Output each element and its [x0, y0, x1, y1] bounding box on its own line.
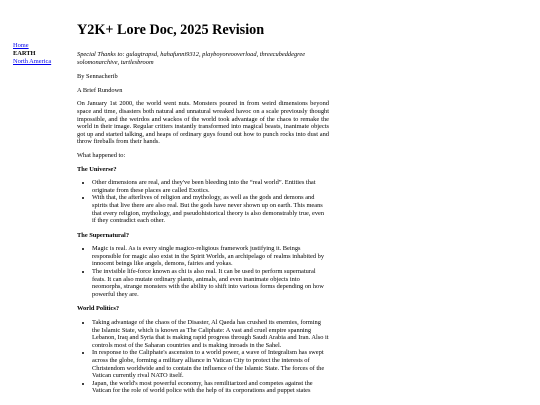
- list-item: • The invisible life-force known as chi is also real. It can be used to perform supernatural feats. It can also mutate ordinary plants, animals, and even inanimate objects into neomorphs, strange monsters with the ability to shift into various forms depending on how powerful they are.: [92, 268, 329, 298]
- bullet-list: [77, 319, 329, 395]
- intro-paragraph: On January 1st 2000, the world went nuts. Monsters poured in from weird dimensions beyond space and time, disasters both natural and unnatural wreaked havoc on a scale previously thought impossible, and the weirdos and wackos of the world took advantage of the chaos to remake the world in their image. Regular critters instantly transformed into magical beasts, inanimate objects got up and started talking, and heaps of ordinary guys found out how to punch rocks into dust and throw fireballs from their hands.: [77, 100, 329, 146]
- main-content: [77, 22, 329, 402]
- section-heading: The Universe?: [77, 165, 117, 173]
- list-item: • Other dimensions are real, and they've been bleeding into the “real world”. Entities that originate from these places are called Exotics.: [92, 179, 329, 194]
- special-thanks: Special Thanks to: gulagtrapsd, hahafunni9312, playboyoreooverload, threecubeddegree solomonarchive, turtlesbroom: [77, 51, 306, 66]
- side-navigation: [13, 42, 73, 66]
- page-title: Y2K+ Lore Doc, 2025 Revision: [77, 22, 265, 38]
- bullet-list: [77, 179, 329, 225]
- what-happened-label: What happened to:: [77, 151, 126, 159]
- brief-rundown-label: A Brief Rundown: [77, 86, 123, 94]
- nav-current-earth: EARTH: [13, 50, 36, 58]
- section-world-politics: [77, 305, 329, 395]
- section-heading: The Supernatural?: [77, 231, 130, 239]
- bullet-list: [77, 245, 329, 298]
- nav-link-home[interactable]: Home: [13, 42, 29, 49]
- list-item: • In response to the Caliphate's ascension to a world power, a wave of Integralism has swept across the globe, forming a military alliance in Vatican City to protect the interests of Christendom worldwide and to contain the influence of the Islamic State. The forces of the Vatican currently rival NATO itself.: [92, 349, 329, 379]
- list-item: • Taking advantage of the chaos of the Disaster, Al Qaeda has crushed its enemies, forming the Islamic State, which is known as The Caliphate: A vast and cruel empire spanning Lebanon, Iraq and Syria that is making rapid progress through Saudi Arabia and Iran. Also it controls most of the Saharan countries and is making inroads in the Sahel.: [92, 319, 329, 349]
- author-line: By Sennacherib: [77, 73, 118, 81]
- nav-link-north-america[interactable]: North America: [13, 58, 52, 66]
- list-item: • Magic is real. As is every single magico-religious framework justifying it. Beings responsible for magic also exist in the Spirit Worlds, an archipelago of realms inhabited by innocent beings like angels, demons, fairies and yokas.: [92, 245, 329, 268]
- list-item: • With that, the afterlives of religion and mythology, as well as the gods and demons and spirits that live there are also real. But the gods have never shown up on earth. This means that every religion, mythology, and pseudohistorical theory is also demonstrably true, even if they contradict each other.: [92, 194, 329, 224]
- section-supernatural: [77, 232, 329, 299]
- section-heading: World Politics?: [77, 305, 120, 313]
- section-universe: [77, 166, 329, 225]
- list-item: • Japan, the world's most powerful economy, has remilitarized and competes against the Vatican for the role of world police with the help of its corporations and puppet states: [92, 380, 329, 395]
